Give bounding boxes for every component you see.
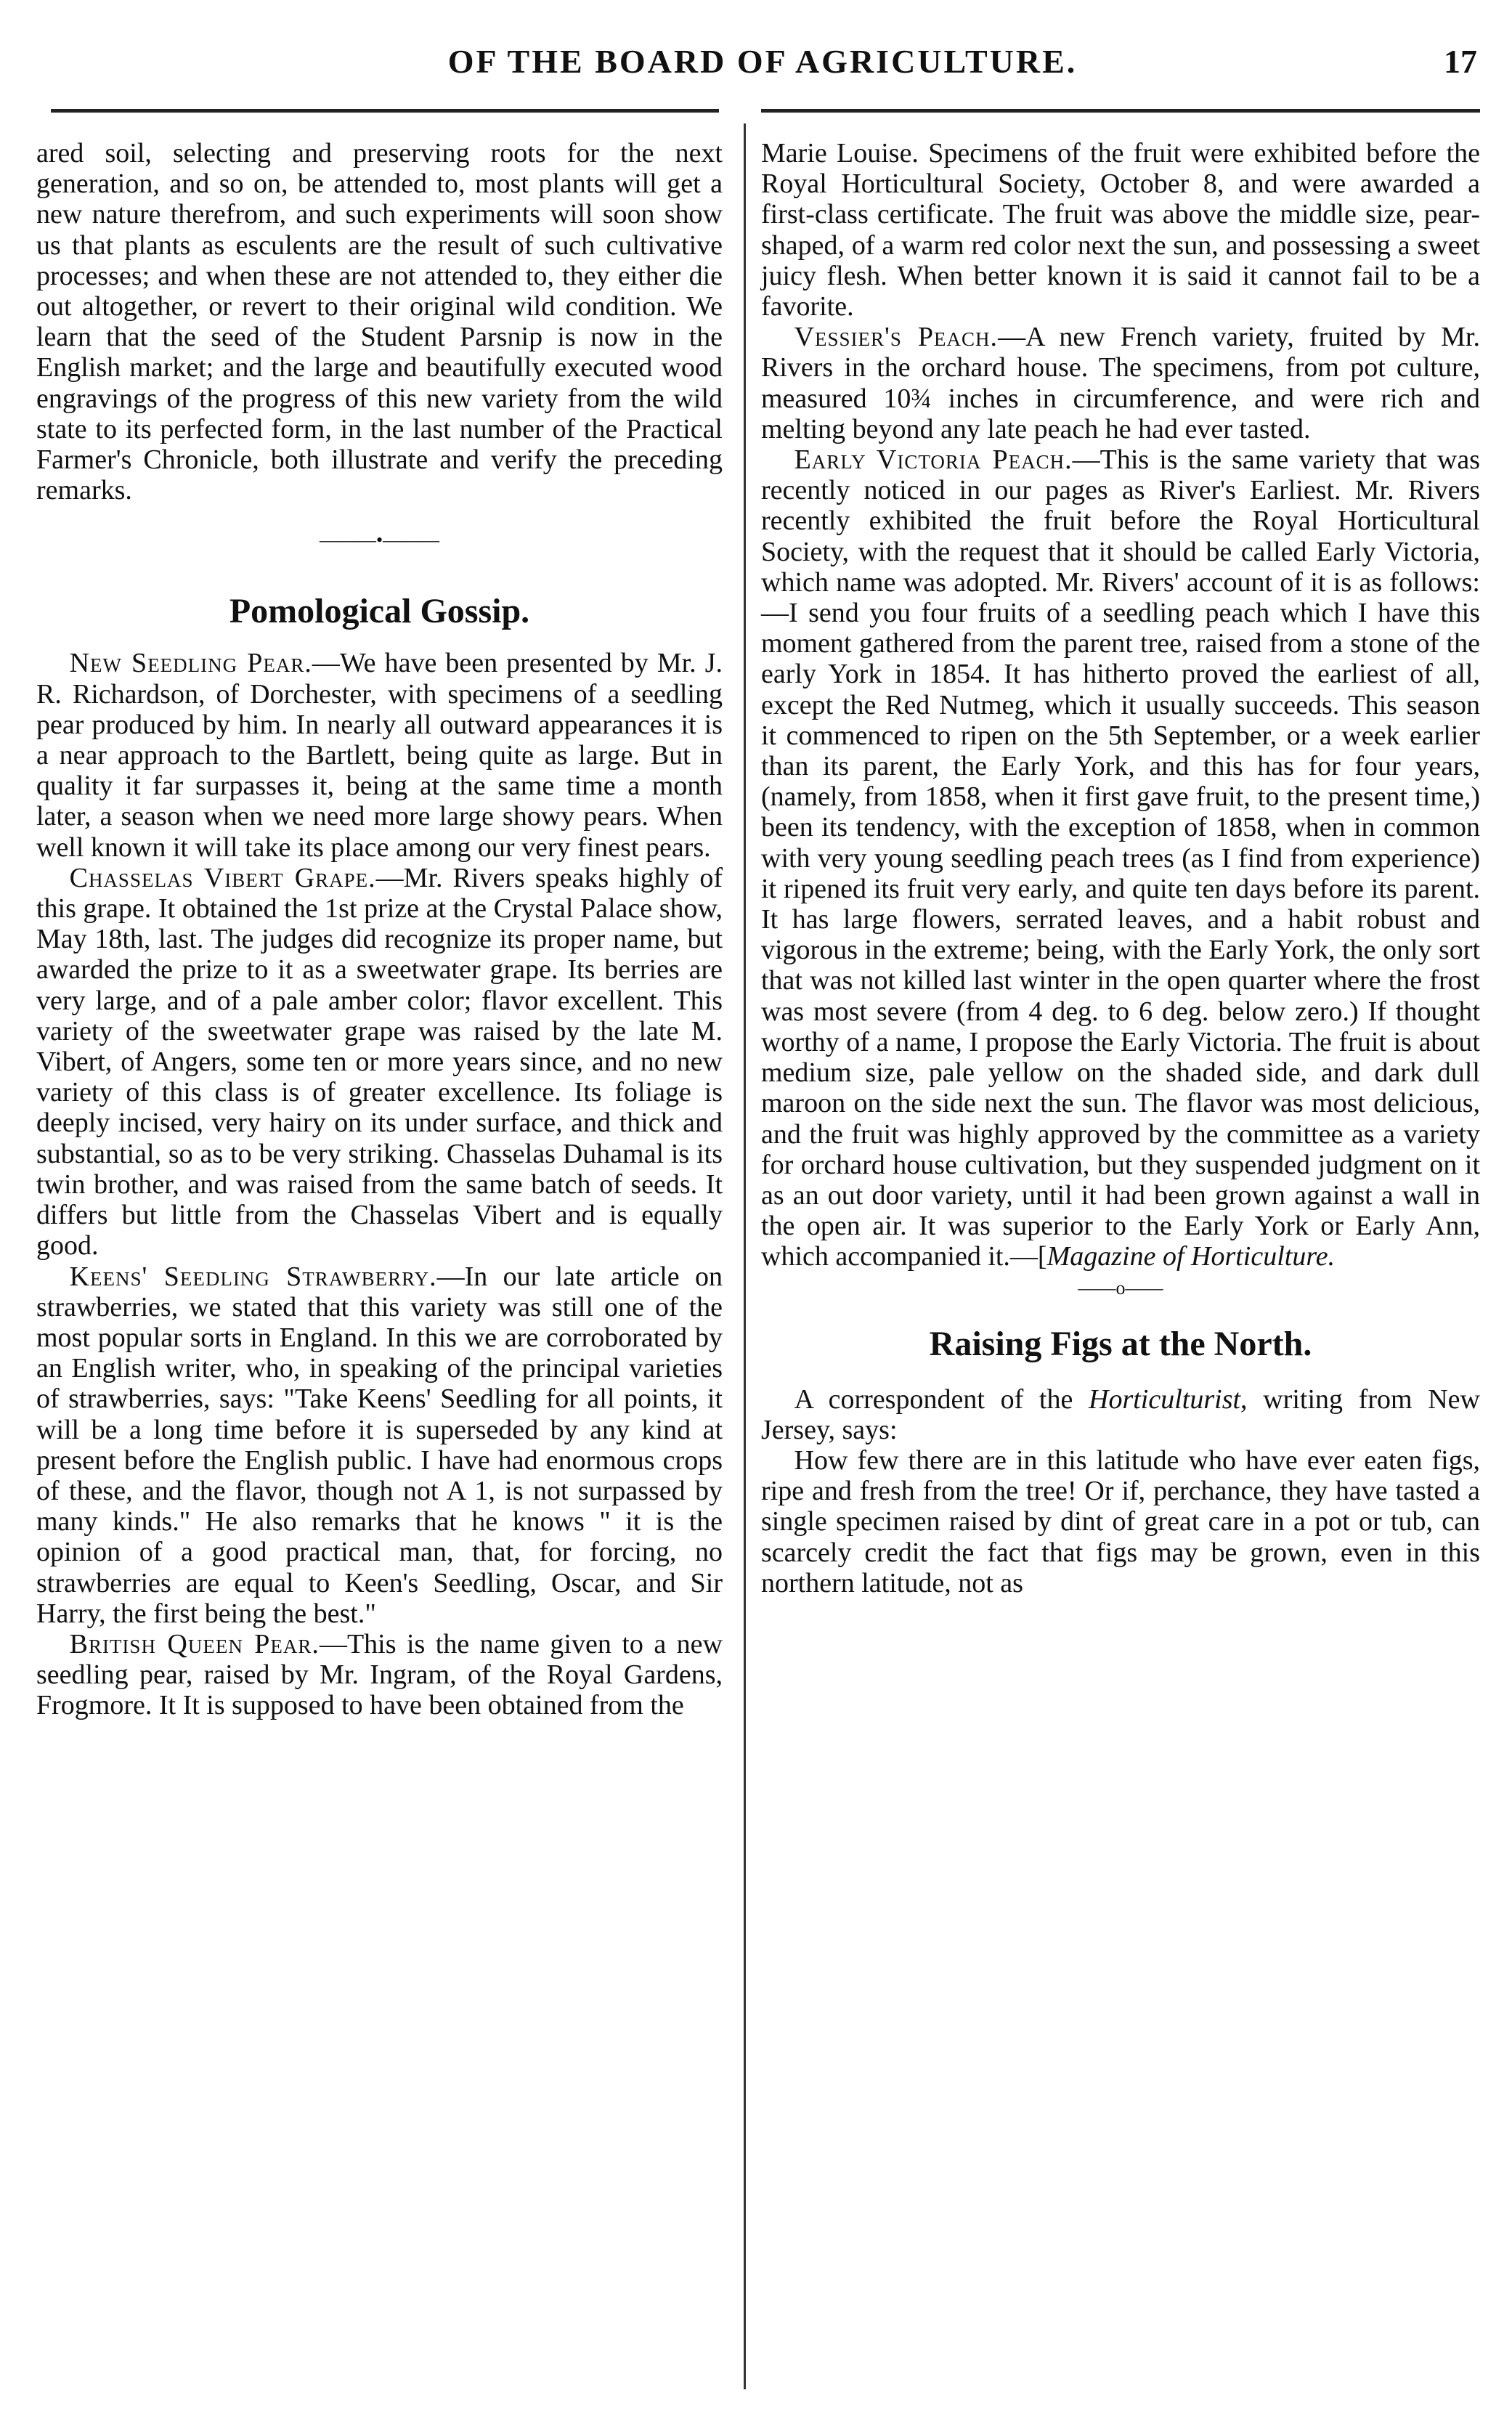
heading-early-victoria: Early Victoria Peach. bbox=[794, 444, 1073, 476]
figs-text: How few there are in this latitude who have ever eaten figs, ripe and fresh from the tree! Or if, perchance, they have tasted a single specimen raised by dint of great care in a pot or tub, can scarcely credit the fact that figs may be grown, even in this northern latitude, not as bbox=[761, 1444, 1480, 1598]
section-title-pomological: Pomological Gossip. bbox=[229, 592, 530, 631]
section-ornament-right: ——o—— bbox=[1078, 1277, 1163, 1299]
article-keens-seedling bbox=[36, 1261, 723, 1629]
running-title: OF THE BOARD OF AGRICULTURE. bbox=[447, 43, 1078, 80]
text-early-victoria: —This is the same variety that was recently noticed in our pages as River's Earliest. Mr. Rivers recently exhibited the fruit before the Royal Horticultural Society, with the request that it should be called Early Victoria, which name was adopted. Mr. Rivers' account of it is as follows:—I send you four fruits of a seedling peach which I have this moment gathered from the parent tree, raised from a stone of the early York in 1854. It has hitherto proved the earliest of all, except the Red Nutmeg, which it usually succeeds. This season it commenced to ripen on the 5th September, or a week earlier than its parent, the Early York, and this has for four years, (namely, from 1858, when it first gave fruit, to the present time,) been its tendency, with the exception of 1858, when in common with very young seedling peach trees (as I find from experience) it ripened its fruit very early, and quite ten days before its parent. It has large flowers, serrated leaves, and a habit robust and vigorous in the extreme; being, with the Early York, the only sort that was not killed last winter in the open quarter where the frost was most severe (from 4 deg. to 6 deg. below zero.) If thought worthy of a name, I propose the Early Victoria. The fruit is about medium size, pale yellow on the shaded side, and dark dull maroon on the side next the sun. The flavor was most delicious, and the fruit was highly approved by the committee as a variety for orchard house cultivation, but they suspended judgment on it as an out door variety, until it had been grown against a wall in the open air. It was superior to the Early York or Early Ann, which accompanied it.—[ bbox=[761, 444, 1480, 1272]
figs-intro-publication: Horticulturist bbox=[1089, 1383, 1241, 1415]
article-new-seedling-pear bbox=[36, 648, 723, 862]
heading-british-queen: British Queen Pear. bbox=[69, 1628, 320, 1659]
text-new-seedling-pear: —We have been presented by Mr. J. R. Richardson, of Dorchester, with specimens of a seedling pear produced by him. In nearly all outward appearances it is a near approach to the Bartlett, being quite as large. But in quality it far surpasses it, being at the same time a month later, a season when we need more large showy pears. When well known it will take its place among our very finest pears. bbox=[36, 648, 723, 863]
header-rule-left bbox=[51, 109, 719, 113]
section-ornament: ———•——— bbox=[319, 529, 440, 551]
heading-new-seedling-pear: New Seedling Pear. bbox=[69, 648, 312, 679]
text-chasselas-vibert: —Mr. Rivers speaks highly of this grape. It obtained the 1st prize at the Crystal Palace show, May 18th, last. The judges did recognize its proper name, but awarded the prize to it as a sweetwater grape. Its berries are very large, and of a pale amber color; flavor excellent. This variety of the sweetwater grape was raised by the late M. Vibert, of Angers, some ten or more years since, and no new variety of this class is of greater excellence. Its foliage is deeply incised, very hairy on its under surface, and thick and substantial, so as to be very striking. Chasselas Duhamal is its twin brother, and was raised from the same batch of seeds. It differs but little from the Chasselas Vibert and is equally good. bbox=[36, 862, 723, 1261]
column-divider bbox=[744, 123, 746, 2389]
figs-intro-after: , writing from New Jersey, says: bbox=[761, 1383, 1480, 1445]
text-keens-seedling: —In our late article on strawberries, we stated that this variety was still one of the most popular sorts in England. In this we are corroborated by an English writer, who, in speaking of the principal varieties of strawberries, says: "Take Keens' Seedling for all points, it will be a long time before it is superseded by any kind at present before the English public. I have had enormous crops of these, and the flavor, though not A 1, is not surpassed by many kinds." He also remarks that he knows " it is the opinion of a good practical man, that, for forcing, no strawberries are equal to Keen's Seedling, Oscar, and Sir Harry, the first being the best." bbox=[36, 1261, 723, 1629]
figs-intro bbox=[761, 1384, 1480, 1445]
article-vessier-peach bbox=[761, 322, 1480, 444]
pomological-heading-block bbox=[36, 575, 723, 648]
article-chasselas-vibert bbox=[36, 863, 723, 1261]
running-header bbox=[0, 35, 1512, 93]
article-early-victoria bbox=[761, 444, 1480, 1272]
text-vessier-peach: —A new French variety, fruited by Mr. Rivers in the orchard house. The specimens, from pot culture, measured 10¾ inches in circumference, and were rich and melting beyond any late peach he had ever tasted. bbox=[761, 322, 1480, 444]
intro-paragraph: ared soil, selecting and preserving roots for the next generation, and so on, be attended to, most plants will get a new nature therefrom, and such experiments will soon show us that plants as esculents are the result of such cultivative processes; and when these are not attended to, they either die out altogether, or revert to their original wild condition. We learn that the seed of the Student Parsnip is now in the English market; and the large and beautifully executed wood engravings of the progress of this new variety from the wild state to its perfected form, in the last number of the Practical Farmer's Chronicle, both illustrate and verify the preceding remarks. bbox=[36, 138, 723, 506]
figs-heading-block bbox=[761, 1304, 1480, 1384]
right-column bbox=[761, 138, 1480, 1598]
figs-intro-before: A correspondent of the bbox=[794, 1383, 1089, 1415]
continuation-paragraph: Marie Louise. Specimens of the fruit were exhibited before the Royal Horticultural Society, October 8, and were awarded a first-class certificate. The fruit was above the middle size, pear-shaped, of a warm red color next the sun, and possessing a sweet juicy flesh. When better known it is said it cannot fail to be a favorite. bbox=[761, 138, 1480, 322]
article-british-queen bbox=[36, 1629, 723, 1721]
source-early-victoria: Magazine of Horticulture. bbox=[1046, 1241, 1336, 1272]
text-british-queen: —This is the name given to a new seedling pear, raised by Mr. Ingram, of the Royal Gardens, Frogmore. It It is supposed to have been obtained from the bbox=[36, 1628, 723, 1721]
heading-chasselas-vibert: Chasselas Vibert Grape. bbox=[69, 862, 376, 893]
section-title-figs: Raising Figs at the North. bbox=[929, 1324, 1312, 1363]
heading-keens-seedling: Keens' Seedling Strawberry. bbox=[69, 1261, 437, 1292]
page-number: 17 bbox=[1444, 43, 1477, 80]
left-column bbox=[36, 138, 723, 1721]
heading-vessier-peach: Vessier's Peach. bbox=[794, 322, 999, 353]
header-rule-right bbox=[761, 109, 1480, 113]
